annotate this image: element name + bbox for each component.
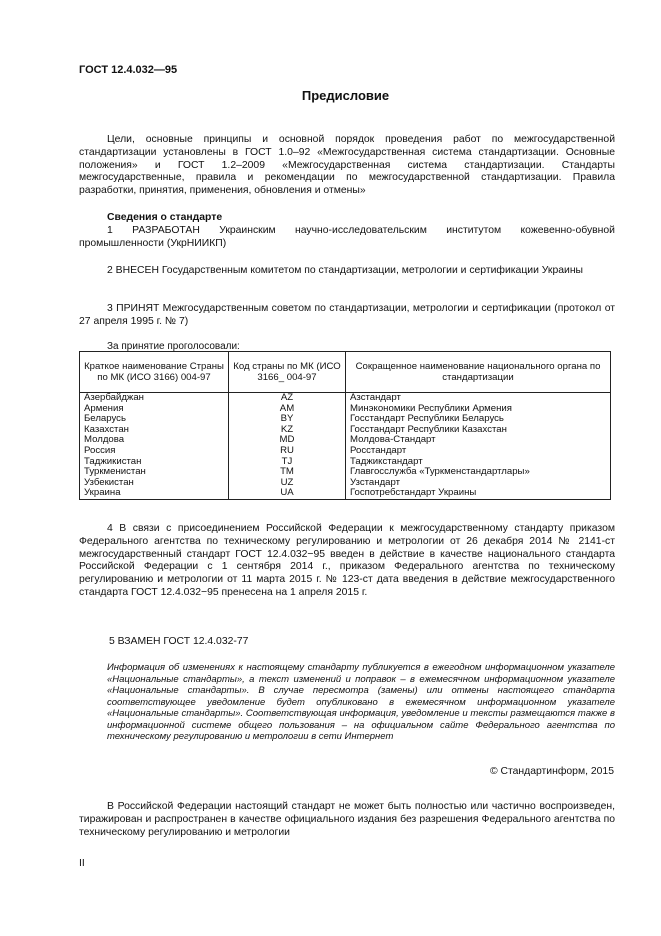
national-bodies-column [346,393,611,500]
national-body: Росстандарт [350,444,407,456]
item-developed: 1 РАЗРАБОТАН Украинским научно-исследовательским институтом кожевенно-обувной промышленности (УкрНИИКП) [79,225,615,249]
national-body: Главгосслужба «Туркменстандартлары» [350,466,530,478]
intro-paragraph: Цели, основные принципы и основной порядок проведения работ по межгосударственной стандартизации установлены в ГОСТ 1.0–92 «Межгосударственная система стандартизации. Основные положения» и ГОСТ 1.2–2009 «Межгосударственная система стандартизации. Стандарты межгосударственные, правила и рекомендации по межгосударственной стандартизации. Правила разработки, принятия, применения, обновления и отмены» [79,134,615,197]
national-body: Госстандарт Республики Казахстан [350,423,507,435]
country-name: Азербайджан [84,392,144,403]
country-name: Армения [84,402,124,414]
header-country-name: Краткое наименование Страны по МК (ИСО 3166) 004-97 [80,352,229,393]
country-name: Узбекистан [84,476,134,488]
country-name: Молдова [84,434,125,446]
country-code: BY [280,413,294,425]
information-note: Информация об изменениях к настоящему стандарту публикуется в ежегодном информационном указателе «Национальные стандарты», а текст изменений и поправок – в ежемесячном информационном указателе «Национальные стандарты». В случае пересмотра (замены) или отмены настоящего стандарта соответствующее уведомление будет опубликовано в ежемесячном информационном указателе «Национальные стандарты». Соответствующая информация, уведомление и тексты размещаются также в информационной системе общего пользования – на официальном сайте Федерального агентства по техническому регулированию и метрологии в сети Интернет [107,662,615,742]
country-name: Беларусь [84,413,126,425]
document-code-header: ГОСТ 12.4.032—95 [79,64,178,76]
country-code: UZ [280,476,294,488]
country-name: Россия [84,444,116,456]
country-name: Украина [84,487,121,499]
votes-caption: За принятие проголосовали: [107,341,240,352]
standard-info-heading: Сведения о стандарте [107,212,223,223]
country-name: Казахстан [84,423,129,435]
country-code: MD [279,434,295,446]
national-body: Таджикстандарт [350,455,423,467]
item-adopted: 3 ПРИНЯТ Межгосударственным советом по стандартизации, метрологии и сертификации (протокол от 27 апреля 1995 г. № 7) [79,303,615,327]
page-number: II [79,858,85,869]
copyright-notice: © Стандартинформ, 2015 [489,766,614,777]
country-code: UA [280,487,294,499]
country-code: RU [280,444,294,456]
national-body: Минэкономики Республики Армения [350,402,512,414]
national-body: Госстандарт Республики Беларусь [350,413,504,425]
national-body: Азстандарт [350,392,401,403]
item-enacted: 4 В связи с присоединением Российской Федерации к межгосударственному стандарту приказом Федерального агентства по техническому регулированию и метрологии от 26 декабря 2014 № 2141-ст межгосударственный стандарт ГОСТ 12.4.032−95 введен в действие в качестве национального стандарта Российской Федерации с 1 сентября 2014 г., приказом Федерального агентства по техническому регулированию и метрологии от 11 марта 2015 г. № 123-ст дата введения в действие межгосударственного стандарта ГОСТ 12.4.032−95 пренесена на 1 апреля 2015 г. [79,523,615,598]
country-name: Туркменистан [84,466,146,478]
country-code: KZ [280,423,294,435]
country-code: AZ [280,392,294,403]
country-code: TJ [281,455,293,467]
national-body: Молдова-Стандарт [350,434,436,446]
country-name: Таджикистан [84,455,142,467]
votes-table-body [80,393,611,500]
page-title: Предисловие [301,88,390,103]
country-names-column [80,393,229,500]
votes-table [79,351,611,500]
votes-table-header [80,352,611,393]
header-national-body: Сокращенное наименование национального органа по стандартизации [346,352,611,393]
legal-notice: В Российской Федерации настоящий стандарт не может быть полностью или частично воспроизведен, тиражирован и распространен в качестве официального издания без разрешения Федерального агентства по техническому регулированию и метрологии [79,801,615,838]
header-country-code: Код страны по МК (ИСО 3166_ 004-97 [229,352,346,393]
item-introduced: 2 ВНЕСЕН Государственным комитетом по стандартизации, метрологии и сертификации Украины [107,265,584,276]
country-codes-column [229,393,346,500]
item-replaces: 5 ВЗАМЕН ГОСТ 12.4.032-77 [109,636,249,647]
country-code: AM [279,402,295,414]
national-body: Узстандарт [350,476,401,488]
national-body: Госпотребстандарт Украины [350,487,477,499]
country-code: TM [280,466,294,478]
